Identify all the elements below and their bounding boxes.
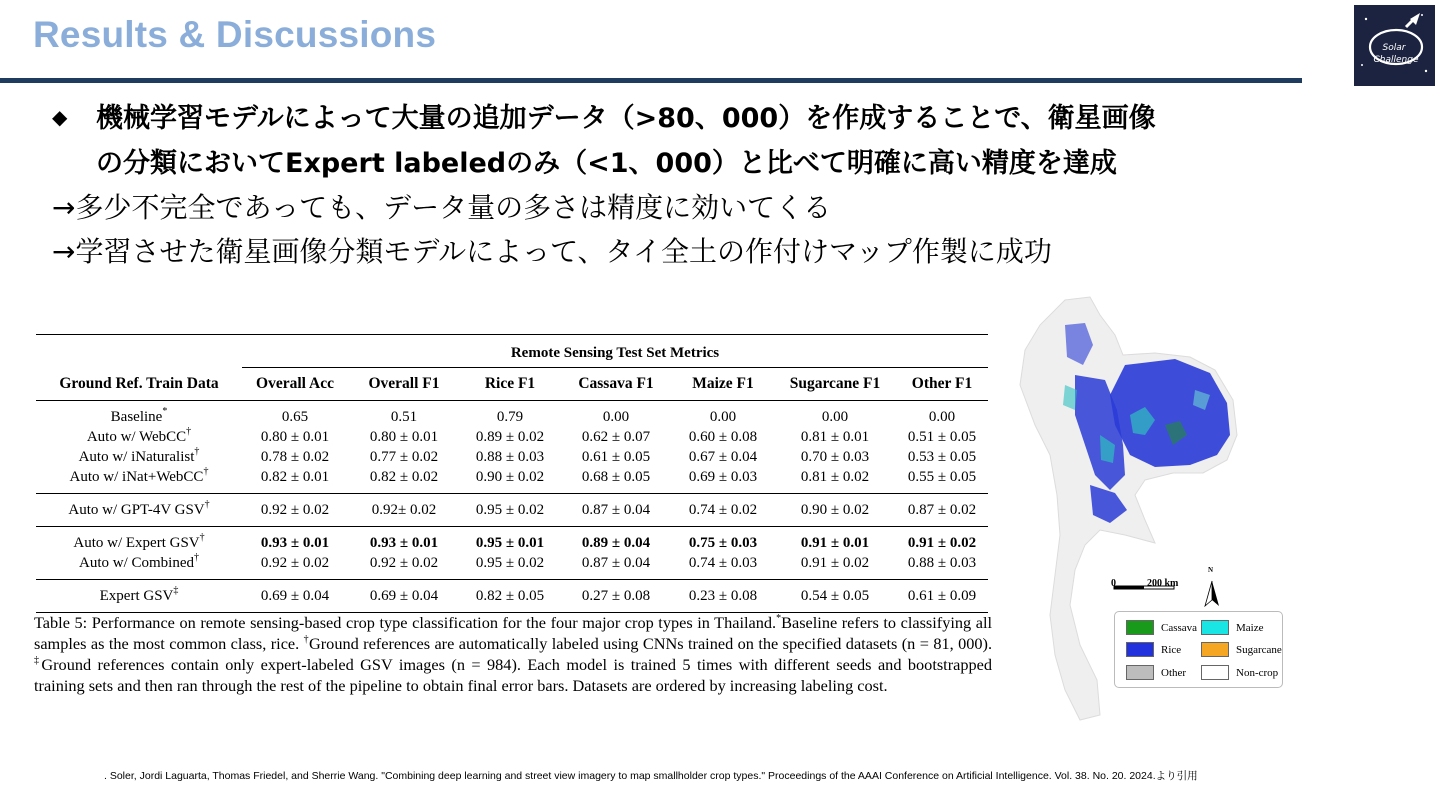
table-cell: 0.61 ± 0.09 [896,580,988,613]
legend-swatch [1126,642,1154,657]
legend-swatch [1201,642,1229,657]
legend-item: Sugarcane [1201,642,1282,657]
table-cell: 0.95 ± 0.02 [460,494,560,527]
column-header: Other F1 [896,368,988,401]
legend-item: Non-crop [1201,665,1278,680]
citation-footer: . Soler, Jordi Laguarta, Thomas Friedel, and Sherrie Wang. "Combining deep learning and street view imagery to map smallholder crop types." Proceedings of the AAAI Conference on Artificial Intelligence. Vol. 38. No. 20. 2024.より引用 [104,770,1198,782]
table-cell: 0.80 ± 0.01 [260,428,330,445]
bullet-line-1: 機械学習モデルによって大量の追加データ（>80、000）を作成することで、衛星画像 [96,103,1156,134]
table-cell: 0.93 ± 0.01 [348,527,460,554]
table-cell: 0.87 ± 0.04 [560,494,672,527]
table-cell: 0.65 [281,408,309,425]
table-cell: 0.00 [928,408,956,425]
column-header: Sugarcane F1 [774,368,896,401]
table-cell: 0.62 ± 0.07 [581,428,651,445]
table-cell: 0.51 [390,408,418,425]
table-cell: 0.69 ± 0.03 [688,468,758,485]
table-cell: 0.77 ± 0.02 [369,448,439,465]
row-label: Auto w/ Combined† [79,551,199,571]
table-cell: 0.78 ± 0.02 [260,448,330,465]
table-cell: 0.91 ± 0.02 [800,554,870,571]
table-cell: 0.69 ± 0.04 [242,580,348,613]
svg-text:Solar: Solar [1382,43,1406,53]
metrics-table-wrap [36,334,988,613]
table-cell: 0.95 ± 0.02 [475,554,545,571]
table-row [36,494,988,527]
arrow-line-2: →学習させた衛星画像分類モデルによって、タイ全土の作付けマップ作製に成功 [52,235,1052,268]
table-cell: 0.00 [602,408,630,425]
table-cell: 0.89 ± 0.04 [560,527,672,554]
column-header: Maize F1 [672,368,774,401]
map-legend [1114,611,1283,688]
table-row [36,447,988,467]
scale-label: 200 km [1147,578,1179,589]
title-divider [0,78,1302,83]
table-row [36,527,988,554]
table-cell: 0.93 ± 0.01 [242,527,348,554]
table-cell: 0.87 ± 0.02 [896,494,988,527]
table-row [36,401,988,428]
table-cell: 0.81 ± 0.01 [800,428,870,445]
legend-item: Cassava [1126,620,1197,635]
table-cell: 0.27 ± 0.08 [560,580,672,613]
table-cell: 0.79 [496,408,524,425]
table-cell: 0.88 ± 0.03 [475,448,545,465]
row-label: Auto w/ iNat+WebCC† [69,465,209,485]
table-row [36,427,988,447]
table-cell: 0.53 ± 0.05 [907,448,977,465]
table-cell: 0.90 ± 0.02 [774,494,896,527]
table-cell: 0.90 ± 0.02 [475,468,545,485]
table-cell: 0.60 ± 0.08 [688,428,758,445]
table-cell: 0.80 ± 0.01 [369,428,439,445]
table-cell: 0.82 ± 0.02 [369,468,439,485]
legend-swatch [1126,620,1154,635]
legend-swatch [1201,620,1229,635]
bullet-block [52,96,1372,274]
table-cell: 0.89 ± 0.02 [475,428,545,445]
scale-start: 0 [1111,578,1116,589]
row-header: Ground Ref. Train Data [36,368,242,401]
table-column-header-row [36,368,988,401]
row-label: Auto w/ iNaturalist† [78,445,200,465]
svg-text:Challenge: Challenge [1373,55,1419,65]
rocket-badge-icon [1354,5,1435,86]
legend-item: Rice [1126,642,1181,657]
bullet-line-2: の分類においてExpert labeledのみ（<1、000）と比べて明確に高い精度を達成 [96,148,1117,179]
row-label: Auto w/ GPT-4V GSV† [36,494,242,527]
table-cell: 0.74 ± 0.02 [672,494,774,527]
table-cell: 0.92 ± 0.02 [242,494,348,527]
north-label: N [1208,566,1214,574]
table-cell: 0.00 [821,408,849,425]
slide-title: Results & Discussions [33,14,437,55]
row-label: Baseline* [110,405,168,425]
table-cell: 0.54 ± 0.05 [774,580,896,613]
table-cell: 0.74 ± 0.03 [688,554,758,571]
table-cell: 0.00 [709,408,737,425]
row-label: Auto w/ Expert GSV† [36,527,242,554]
table-cell: 0.92± 0.02 [348,494,460,527]
bullet-item [52,96,1372,186]
table-cell: 0.81 ± 0.02 [800,468,870,485]
table-cell: 0.82 ± 0.01 [260,468,330,485]
legend-swatch [1126,665,1154,680]
table-row [36,467,988,494]
row-label: Expert GSV‡ [36,580,242,613]
table-caption: Table 5: Performance on remote sensing-based crop type classification for the four major crop types in Thailand.*Baseline refers to classifying all samples as the most common class, rice. †Ground references are automatically labeled using CNNs trained on the specified datasets (n = 81, 000). ‡Ground references contain only expert-labeled GSV images (n = 984). Each model is trained 5 times with different seeds and bootstrapped training sets and then ran through the rest of the pipeline to obtain final error bars. Datasets are ordered by increasing labeling cost. [34,613,993,695]
table-cell: 0.88 ± 0.03 [907,554,977,571]
diamond-bullet-icon: ◆ [52,105,68,129]
table-cell: 0.82 ± 0.05 [460,580,560,613]
table-cell: 0.91 ± 0.01 [774,527,896,554]
table-cell: 0.92 ± 0.02 [369,554,439,571]
table-cell: 0.70 ± 0.03 [800,448,870,465]
column-header: Cassava F1 [560,368,672,401]
table-group-header: Remote Sensing Test Set Metrics [242,335,988,368]
table-cell: 0.91 ± 0.02 [896,527,988,554]
legend-item: Maize [1201,620,1263,635]
logo [1354,5,1435,86]
table-cell: 0.67 ± 0.04 [688,448,758,465]
arrow-line-1: →多少不完全であっても、データ量の多さは精度に効いてくる [52,191,832,224]
column-header: Rice F1 [460,368,560,401]
table-cell: 0.69 ± 0.04 [348,580,460,613]
column-header: Overall Acc [242,368,348,401]
legend-swatch [1201,665,1229,680]
table-row [36,580,988,613]
table-cell: 0.95 ± 0.01 [460,527,560,554]
table-cell: 0.55 ± 0.05 [907,468,977,485]
legend-item: Other [1126,665,1186,680]
table-cell: 0.61 ± 0.05 [581,448,651,465]
column-header: Overall F1 [348,368,460,401]
metrics-table [36,334,988,613]
table-cell: 0.87 ± 0.04 [581,554,651,571]
table-cell: 0.51 ± 0.05 [907,428,977,445]
row-label: Auto w/ WebCC† [86,425,192,445]
table-cell: 0.92 ± 0.02 [260,554,330,571]
table-cell: 0.23 ± 0.08 [672,580,774,613]
bullet-text [96,96,1372,186]
table-row [36,553,988,580]
table-cell: 0.68 ± 0.05 [581,468,651,485]
table-group-header-row [36,335,988,368]
table-cell: 0.75 ± 0.03 [672,527,774,554]
